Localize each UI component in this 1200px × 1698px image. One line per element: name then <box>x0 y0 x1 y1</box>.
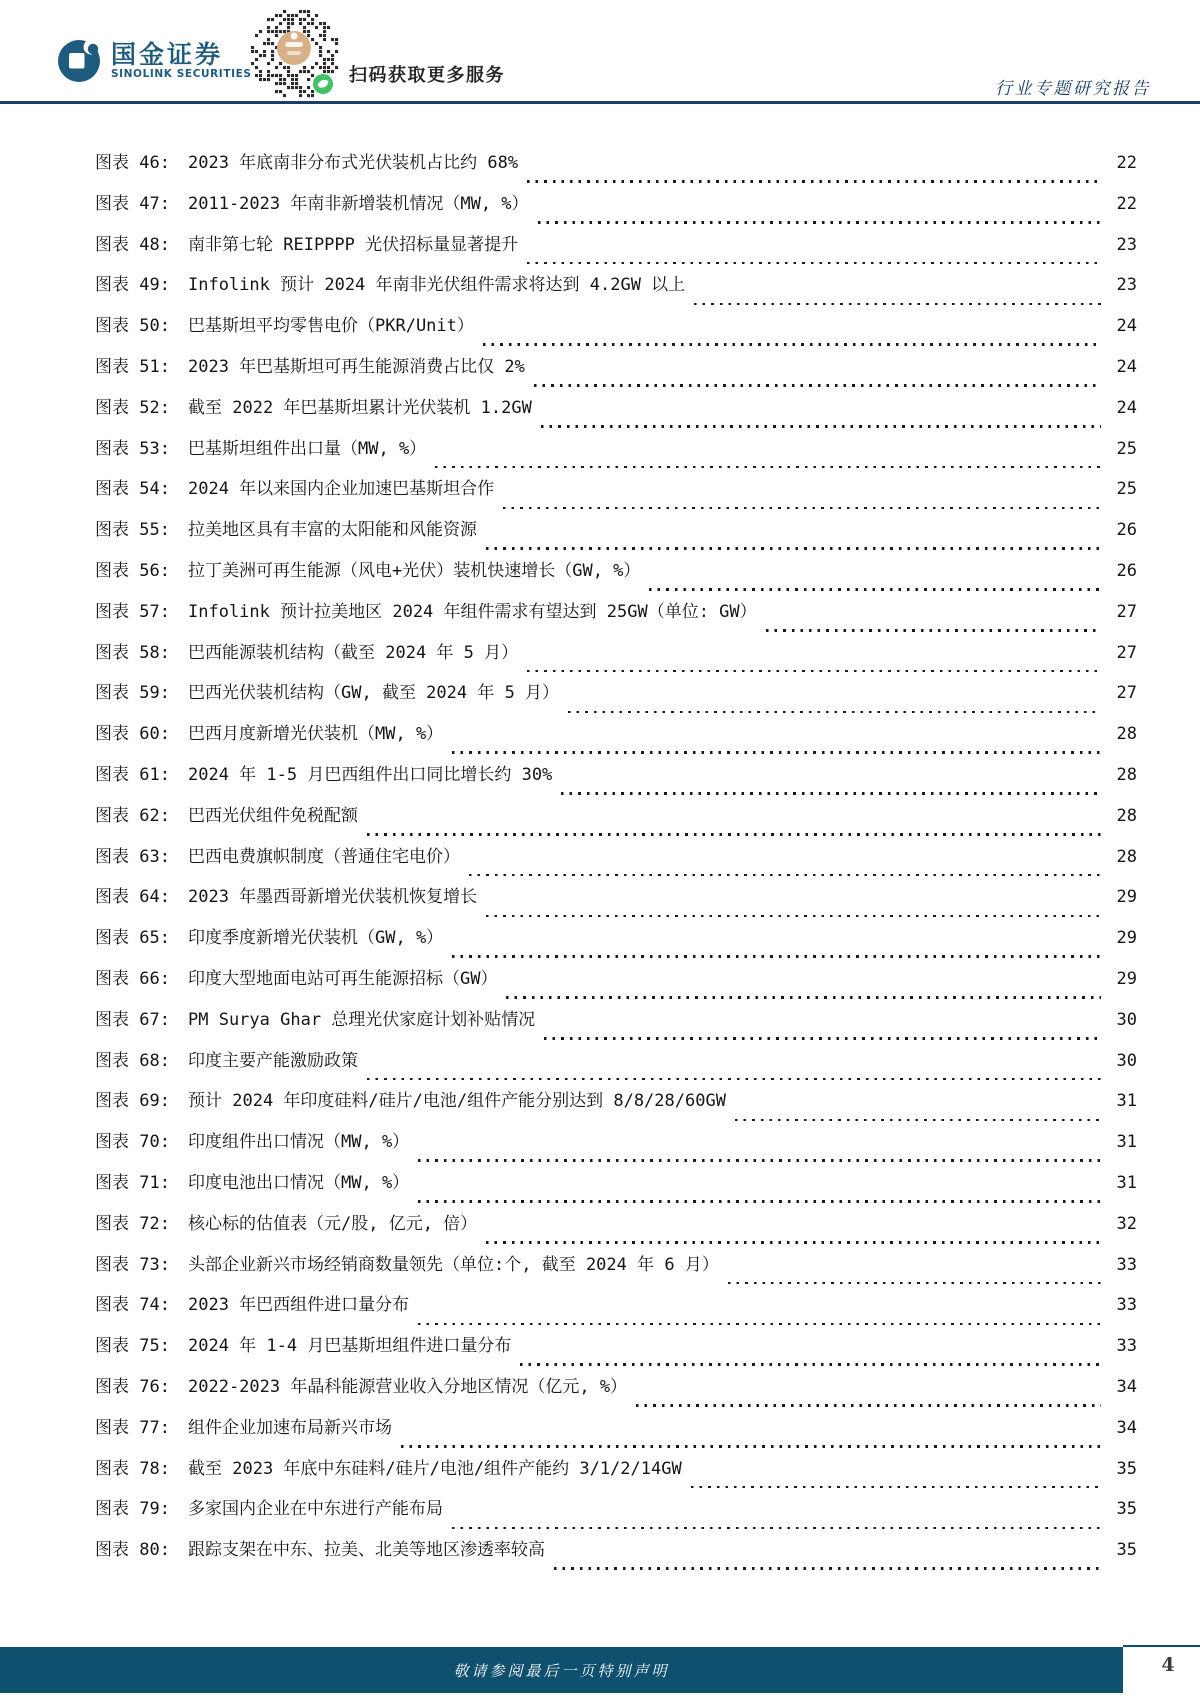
toc-entry-label: 图表 71: <box>95 1172 170 1193</box>
toc-entry-title: 印度季度新增光伏装机（GW, %） <box>188 928 444 949</box>
toc-entry-label: 图表 78: <box>95 1458 170 1479</box>
toc-entry-label: 图表 75: <box>95 1336 170 1357</box>
toc-entry-title: 2023 年巴西组件进口量分布 <box>188 1295 410 1316</box>
toc-entry-title: 2022-2023 年晶科能源营业收入分地区情况（亿元, %） <box>188 1376 628 1397</box>
dot-leader <box>469 874 1101 877</box>
toc-entry[interactable] <box>95 1127 1137 1168</box>
toc-entry-label: 图表 68: <box>95 1050 170 1071</box>
dot-leader <box>568 711 1101 714</box>
dot-leader <box>766 629 1101 632</box>
toc-entry-label: 图表 73: <box>95 1254 170 1275</box>
toc-entry-title: 2023 年底南非分布式光伏装机占比约 68% <box>188 153 519 173</box>
toc-entry-title: 2024 年以来国内企业加速巴基斯坦合作 <box>188 479 495 500</box>
qr-caption: 扫码获取更多服务 <box>349 65 505 86</box>
toc-entry[interactable] <box>95 923 1137 964</box>
dot-leader <box>486 547 1101 550</box>
toc-entry-label: 图表 61: <box>95 764 170 785</box>
toc-entry-label: 图表 55: <box>95 520 170 541</box>
toc-entry[interactable] <box>95 393 1137 434</box>
toc-entry-page: 30 <box>1116 1009 1137 1030</box>
toc-entry-label: 图表 48: <box>95 234 170 255</box>
toc-entry-title: 巴西能源装机结构（截至 2024 年 5 月） <box>188 642 519 663</box>
toc-entry[interactable] <box>95 1372 1137 1413</box>
dot-leader <box>694 303 1101 306</box>
toc-entry[interactable] <box>95 515 1137 556</box>
footer-rule <box>1123 1645 1200 1647</box>
toc-entry-page: 23 <box>1116 234 1137 255</box>
toc-entry-title: 拉美地区具有丰富的太阳能和风能资源 <box>188 520 477 541</box>
toc-entry[interactable] <box>95 1494 1137 1535</box>
dot-leader <box>401 1445 1101 1448</box>
dot-leader <box>527 670 1101 673</box>
toc-entry[interactable] <box>95 1005 1137 1046</box>
toc-entry-page: 31 <box>1116 1172 1137 1193</box>
page-number: 4 <box>1161 1654 1175 1676</box>
toc-entry-page: 24 <box>1116 316 1137 337</box>
dot-leader <box>486 1241 1101 1244</box>
toc-entry-page: 25 <box>1116 479 1137 500</box>
toc-entry-label: 图表 57: <box>95 601 170 622</box>
brand-name-en: SINOLINK SECURITIES <box>111 68 252 81</box>
toc-entry[interactable] <box>95 1046 1137 1087</box>
toc-entry-title: 印度大型地面电站可再生能源招标（GW） <box>188 968 498 989</box>
toc-entry[interactable] <box>95 1086 1137 1127</box>
toc-entry-title: 2023 年墨西哥新增光伏装机恢复增长 <box>188 887 478 908</box>
toc-entry-label: 图表 59: <box>95 683 170 704</box>
toc-entry[interactable] <box>95 1250 1137 1291</box>
dot-leader <box>636 1404 1101 1407</box>
toc-list <box>95 148 1137 1576</box>
toc-entry[interactable] <box>95 270 1137 311</box>
dot-leader <box>367 1078 1101 1081</box>
toc-entry-title: 巴西电费旗帜制度（普通住宅电价） <box>188 846 460 867</box>
toc-entry-page: 26 <box>1116 560 1137 581</box>
toc-entry-page: 28 <box>1116 764 1137 785</box>
toc-entry-page: 26 <box>1116 520 1137 541</box>
dot-leader <box>527 262 1101 265</box>
toc-entry-page: 29 <box>1116 968 1137 989</box>
toc-entry-title: 印度电池出口情况（MW, %） <box>188 1172 410 1193</box>
toc-entry-page: 34 <box>1116 1376 1137 1397</box>
toc-entry-label: 图表 47: <box>95 193 170 214</box>
brand-name-cn: 国金证券 <box>111 39 224 69</box>
report-type-label: 行业专题研究报告 <box>995 79 1151 99</box>
dot-leader <box>538 221 1101 224</box>
toc-entry-label: 图表 80: <box>95 1540 170 1561</box>
toc-entry[interactable] <box>95 597 1137 638</box>
toc-entry-page: 35 <box>1116 1540 1137 1561</box>
toc-entry-label: 图表 69: <box>95 1091 170 1112</box>
toc-entry-label: 图表 56: <box>95 560 170 581</box>
dot-leader <box>527 180 1101 183</box>
toc-entry-page: 29 <box>1116 928 1137 949</box>
dot-leader <box>418 1323 1101 1326</box>
toc-entry-page: 31 <box>1116 1132 1137 1153</box>
toc-entry[interactable] <box>95 556 1137 597</box>
toc-entry[interactable] <box>95 230 1137 271</box>
toc-entry-page: 34 <box>1116 1417 1137 1438</box>
dot-leader <box>554 1567 1101 1570</box>
toc-entry-label: 图表 60: <box>95 724 170 745</box>
toc-entry-title: 核心标的估值表（元/股, 亿元, 倍） <box>188 1213 478 1234</box>
toc-entry-page: 29 <box>1116 887 1137 908</box>
dot-leader <box>541 425 1101 428</box>
toc-entry-label: 图表 49: <box>95 275 170 296</box>
toc-entry[interactable] <box>95 434 1137 475</box>
dot-leader <box>367 833 1101 836</box>
dot-leader <box>435 466 1101 469</box>
toc-entry-page: 35 <box>1116 1458 1137 1479</box>
toc-entry-label: 图表 54: <box>95 479 170 500</box>
toc-entry[interactable] <box>95 148 1137 189</box>
footer-bar <box>0 1647 1123 1693</box>
toc-entry-label: 图表 50: <box>95 316 170 337</box>
dot-leader <box>452 751 1101 754</box>
toc-entry-label: 图表 51: <box>95 356 170 377</box>
dot-leader <box>418 1200 1101 1203</box>
toc-entry[interactable] <box>95 1168 1137 1209</box>
toc-entry-page: 27 <box>1116 642 1137 663</box>
toc-entry-page: 28 <box>1116 846 1137 867</box>
toc-entry[interactable] <box>95 352 1137 393</box>
toc-entry-page: 35 <box>1116 1499 1137 1520</box>
toc-entry[interactable] <box>95 964 1137 1005</box>
toc-entry[interactable] <box>95 678 1137 719</box>
toc-entry-page: 33 <box>1116 1295 1137 1316</box>
toc-entry-page: 28 <box>1116 805 1137 826</box>
toc-entry[interactable] <box>95 1535 1137 1576</box>
dot-leader <box>649 588 1101 591</box>
toc-entry-label: 图表 53: <box>95 438 170 459</box>
toc-entry-title: 截至 2023 年底中东硅料/硅片/电池/组件产能约 3/1/2/14GW <box>188 1458 682 1479</box>
toc-entry[interactable] <box>95 638 1137 679</box>
toc-entry[interactable] <box>95 719 1137 760</box>
toc-entry-title: 印度主要产能激励政策 <box>188 1050 358 1071</box>
toc-entry-page: 24 <box>1116 356 1137 377</box>
toc-entry-label: 图表 66: <box>95 968 170 989</box>
dot-leader <box>503 507 1101 510</box>
toc-entry[interactable] <box>95 474 1137 515</box>
toc-entry-page: 31 <box>1116 1091 1137 1112</box>
dot-leader <box>735 1119 1101 1122</box>
dot-leader <box>728 1282 1101 1285</box>
dot-leader <box>452 955 1101 958</box>
toc-entry[interactable] <box>95 1209 1137 1250</box>
toc-entry-page: 33 <box>1116 1336 1137 1357</box>
toc-entry[interactable] <box>95 189 1137 230</box>
toc-entry-page: 25 <box>1116 438 1137 459</box>
dot-leader <box>506 996 1101 999</box>
toc-entry-label: 图表 63: <box>95 846 170 867</box>
toc-entry-title: 巴西光伏装机结构（GW, 截至 2024 年 5 月） <box>188 683 560 704</box>
toc-entry[interactable] <box>95 760 1137 801</box>
toc-entry-title: 2024 年 1-4 月巴基斯坦组件进口量分布 <box>188 1336 512 1357</box>
toc-entry-label: 图表 62: <box>95 805 170 826</box>
toc-entry[interactable] <box>95 882 1137 923</box>
toc-entry-page: 27 <box>1116 601 1137 622</box>
toc-entry-page: 22 <box>1116 193 1137 214</box>
dot-leader <box>483 343 1101 346</box>
dot-leader <box>520 1363 1101 1366</box>
toc-entry-label: 图表 72: <box>95 1213 170 1234</box>
brand-logo <box>56 38 252 84</box>
toc-entry[interactable] <box>95 842 1137 883</box>
dot-leader <box>691 1486 1101 1489</box>
toc-entry[interactable] <box>95 1454 1137 1495</box>
toc-entry-title: 巴基斯坦组件出口量（MW, %） <box>188 438 427 459</box>
sinolink-logo-icon <box>56 38 102 84</box>
toc-entry-label: 图表 70: <box>95 1132 170 1153</box>
dot-leader <box>534 384 1101 387</box>
toc-entry-title: 南非第七轮 REIPPPP 光伏招标量显著提升 <box>188 234 519 255</box>
toc-entry-label: 图表 79: <box>95 1499 170 1520</box>
toc-entry-label: 图表 46: <box>95 153 170 173</box>
toc-entry-title: 头部企业新兴市场经销商数量领先（单位:个, 截至 2024 年 6 月） <box>188 1254 719 1275</box>
toc-entry-title: 2023 年巴基斯坦可再生能源消费占比仅 2% <box>188 356 525 377</box>
toc-entry-label: 图表 52: <box>95 397 170 418</box>
toc-entry[interactable] <box>95 1331 1137 1372</box>
toc-entry[interactable] <box>95 1290 1137 1331</box>
toc-entry-page: 22 <box>1116 153 1137 173</box>
toc-entry-page: 28 <box>1116 724 1137 745</box>
toc-entry[interactable] <box>95 801 1137 842</box>
toc-entry-page: 23 <box>1116 275 1137 296</box>
toc-entry-title: 组件企业加速布局新兴市场 <box>188 1417 392 1438</box>
toc-entry[interactable] <box>95 1413 1137 1454</box>
toc-entry-title: 巴西光伏组件免税配额 <box>188 805 358 826</box>
toc-entry-page: 30 <box>1116 1050 1137 1071</box>
dot-leader <box>486 915 1101 918</box>
toc-entry-title: 2011-2023 年南非新增装机情况（MW, %） <box>188 193 529 214</box>
toc-entry-title: 截至 2022 年巴基斯坦累计光伏装机 1.2GW <box>188 397 532 418</box>
dot-leader <box>418 1159 1101 1162</box>
toc-entry-title: 2024 年 1-5 月巴西组件出口同比增长约 30% <box>188 764 553 785</box>
toc-entry-title: 多家国内企业在中东进行产能布局 <box>188 1499 443 1520</box>
toc-entry-title: 巴西月度新增光伏装机（MW, %） <box>188 724 444 745</box>
qr-code-icon <box>247 6 341 100</box>
toc-entry-title: PM Surya Ghar 总理光伏家庭计划补贴情况 <box>188 1009 536 1030</box>
toc-entry-label: 图表 65: <box>95 928 170 949</box>
toc-entry-label: 图表 58: <box>95 642 170 663</box>
toc-entry-label: 图表 64: <box>95 887 170 908</box>
toc-entry-title: 印度组件出口情况（MW, %） <box>188 1132 410 1153</box>
toc-entry-page: 27 <box>1116 683 1137 704</box>
toc-entry-title: 跟踪支架在中东、拉美、北美等地区渗透率较高 <box>188 1540 545 1561</box>
toc-entry-title: Infolink 预计拉美地区 2024 年组件需求有望达到 25GW（单位: GW） <box>188 601 757 622</box>
dot-leader <box>561 792 1101 795</box>
toc-entry-title: 巴基斯坦平均零售电价（PKR/Unit） <box>188 316 474 337</box>
toc-entry-title: 预计 2024 年印度硅料/硅片/电池/组件产能分别达到 8/8/28/60GW <box>188 1091 726 1112</box>
toc-entry-label: 图表 74: <box>95 1295 170 1316</box>
page-header <box>0 0 1200 104</box>
toc-entry-page: 33 <box>1116 1254 1137 1275</box>
footer-disclaimer: 敬请参阅最后一页特别声明 <box>453 1661 670 1680</box>
dot-leader <box>452 1527 1101 1530</box>
toc-entry-label: 图表 67: <box>95 1009 170 1030</box>
toc-entry-page: 32 <box>1116 1213 1137 1234</box>
toc-entry-title: 拉丁美洲可再生能源（风电+光伏）装机快速增长（GW, %） <box>188 560 641 581</box>
toc-entry-page: 24 <box>1116 397 1137 418</box>
toc-entry-title: Infolink 预计 2024 年南非光伏组件需求将达到 4.2GW 以上 <box>188 275 686 296</box>
dot-leader <box>544 1037 1101 1040</box>
toc-entry-label: 图表 77: <box>95 1417 170 1438</box>
toc-entry-label: 图表 76: <box>95 1376 170 1397</box>
toc-entry[interactable] <box>95 311 1137 352</box>
